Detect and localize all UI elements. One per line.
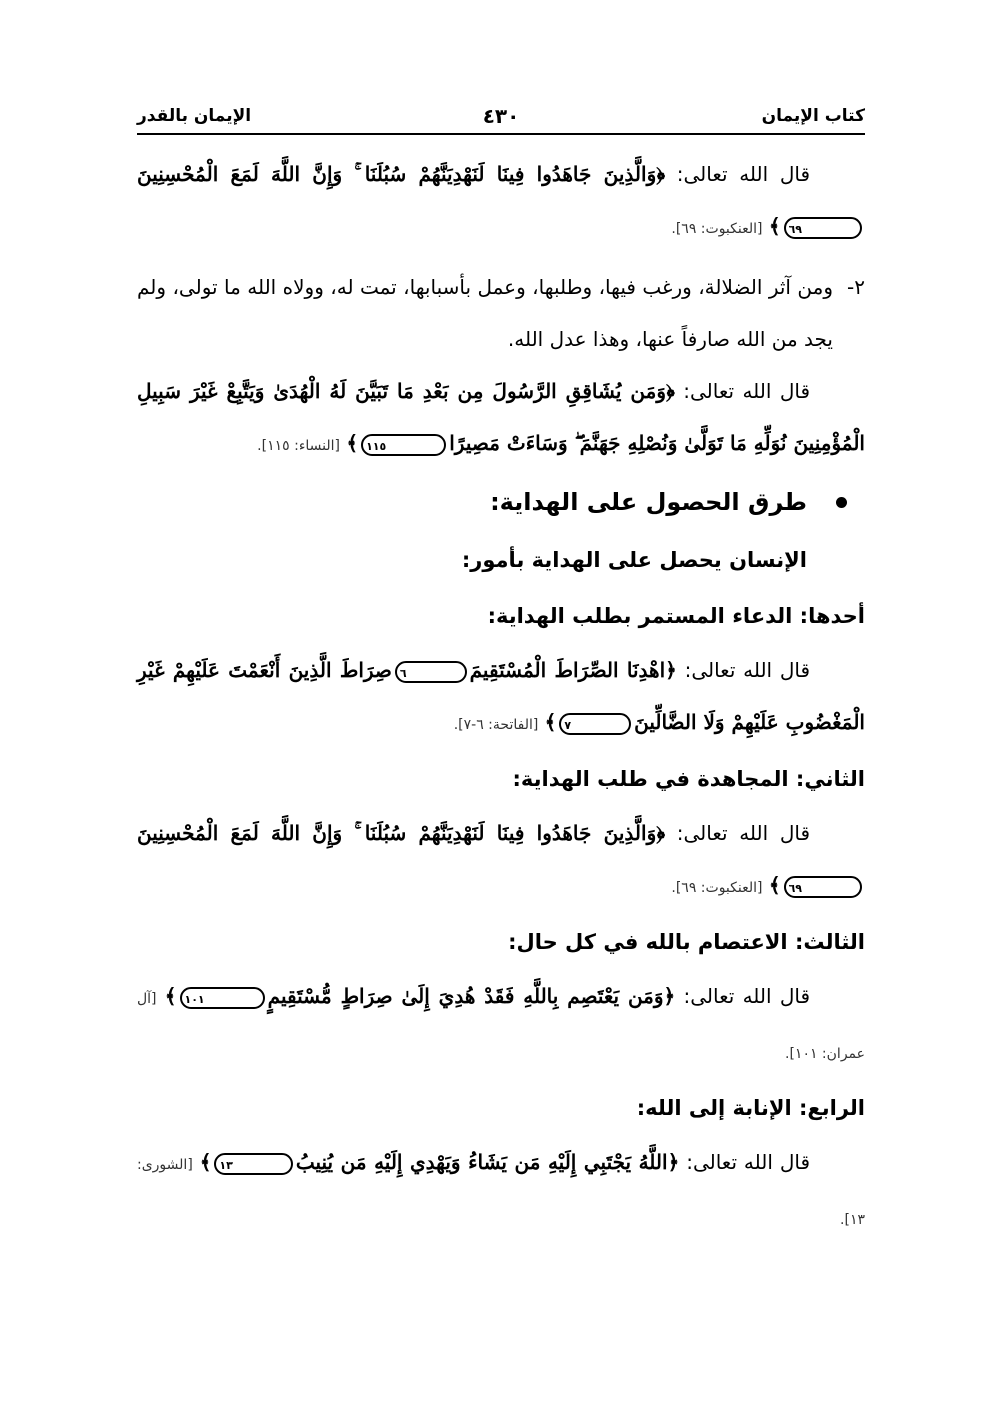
bullet-icon xyxy=(836,497,847,508)
quote-intro: قال الله تعالى: xyxy=(674,379,810,403)
verse-reference: [النساء: ١١٥]. xyxy=(257,438,341,454)
verse-close-bracket: ﴾ xyxy=(199,1150,212,1174)
verse-open-bracket: ﴿ xyxy=(667,1150,680,1174)
verse-reference: [الشورى: ١٣]. xyxy=(137,1157,865,1228)
verse-close-bracket: ﴾ xyxy=(544,710,557,734)
verse-reference: [الفاتحة: ٦-٧]. xyxy=(453,717,539,733)
page-number: ٤٣٠ xyxy=(482,104,520,128)
ayah-number-marker: ٦ xyxy=(395,661,467,683)
section-heading xyxy=(137,472,865,532)
quran-verse: وَالَّذِينَ جَاهَدُوا فِينَا لَنَهْدِيَنَّهُمْ سُبُلَنَا ۚ وَإِنَّ اللَّهَ لَمَعَ الْمُحْسِنِينَ xyxy=(137,821,657,845)
quote-paragraph-ankabut-2 xyxy=(137,807,865,914)
quote-paragraph-shura xyxy=(137,1136,865,1246)
list-item xyxy=(137,261,865,365)
quote-paragraph-nisa xyxy=(137,365,865,472)
ayah-number-marker: ٧ xyxy=(559,713,631,735)
quote-intro: قال الله تعالى: xyxy=(665,162,811,186)
quran-verse: وَمَن يَعْتَصِم بِاللَّهِ فَقَدْ هُدِيَ إِلَىٰ صِرَاطٍ مُّسْتَقِيمٍ xyxy=(267,984,664,1008)
quran-verse: وَالَّذِينَ جَاهَدُوا فِينَا لَنَهْدِيَنَّهُمْ سُبُلَنَا ۚ وَإِنَّ اللَّهَ لَمَعَ الْمُحْسِنِينَ xyxy=(137,162,657,186)
ayah-number-marker: ١٠١ xyxy=(180,987,265,1009)
quran-verse: صِرَاطَ الَّذِينَ أَنْعَمْتَ عَلَيْهِمْ غَيْرِ الْمَغْضُوبِ عَلَيْهِمْ وَلَا الضَّالِّينَ xyxy=(137,658,865,734)
verse-reference: [العنكبوت: ٦٩]. xyxy=(671,880,763,896)
quote-intro: قال الله تعالى: xyxy=(665,821,811,845)
quote-paragraph-ankabut xyxy=(137,148,865,255)
quote-intro: قال الله تعالى: xyxy=(675,984,810,1008)
verse-open-bracket: ﴿ xyxy=(656,162,666,186)
verse-close-bracket: ﴾ xyxy=(768,214,781,238)
verse-open-bracket: ﴿ xyxy=(666,379,675,403)
quran-verse: اللَّهُ يَجْتَبِي إِلَيْهِ مَن يَشَاءُ وَيَهْدِي إِلَيْهِ مَن يُنِيبُ xyxy=(295,1150,668,1174)
verse-open-bracket: ﴿ xyxy=(665,658,677,682)
verse-close-bracket: ﴾ xyxy=(164,984,177,1008)
verse-reference: [آل عمران: ١٠١]. xyxy=(137,991,865,1062)
section-heading-text: طرق الحصول على الهداية: xyxy=(490,488,807,516)
book-title: كتاب الإيمان xyxy=(761,106,865,126)
section-intro: الإنسان يحصل على الهداية بأمور: xyxy=(461,548,807,572)
quote-paragraph-fatiha xyxy=(137,644,865,751)
page-body xyxy=(137,148,865,1246)
quote-intro: قال الله تعالى: xyxy=(676,658,810,682)
quran-verse: وَمَن يُشَاقِقِ الرَّسُولَ مِن بَعْدِ مَا تَبَيَّنَ لَهُ الْهُدَىٰ وَيَتَّبِعْ غَيْرَ سَبِيلِ الْمُؤْمِنِينَ نُوَلِّهِ مَا تَوَلَّىٰ وَنُصْلِهِ جَهَنَّمَ ۖ وَسَاءَتْ مَصِيرًا xyxy=(137,379,865,455)
header-rule xyxy=(137,133,865,135)
subheading-second: الثاني: المجاهدة في طلب الهداية: xyxy=(512,767,865,791)
subheading-third: الثالث: الاعتصام بالله في كل حال: xyxy=(508,930,865,954)
quote-paragraph-imran xyxy=(137,970,865,1080)
quran-verse: اهْدِنَا الصِّرَاطَ الْمُسْتَقِيمَ xyxy=(469,658,666,682)
ayah-number-marker: ٦٩ xyxy=(784,876,862,898)
verse-close-bracket: ﴾ xyxy=(768,873,781,897)
subheading-fourth: الرابع: الإنابة إلى الله: xyxy=(636,1096,865,1120)
verse-open-bracket: ﴿ xyxy=(663,984,676,1008)
quote-intro: قال الله تعالى: xyxy=(679,1150,811,1174)
book-page xyxy=(137,100,865,1350)
verse-close-bracket: ﴾ xyxy=(346,431,359,455)
ayah-number-marker: ١٣ xyxy=(214,1153,292,1175)
subheading-first: أحدها: الدعاء المستمر بطلب الهداية: xyxy=(487,604,865,628)
ayah-number-marker: ١١٥ xyxy=(361,434,446,456)
list-item-number: ٢- xyxy=(847,275,865,299)
chapter-title: الإيمان بالقدر xyxy=(137,106,252,126)
verse-open-bracket: ﴿ xyxy=(656,821,666,845)
verse-reference: [العنكبوت: ٦٩]. xyxy=(671,221,763,237)
list-item-text: ومن آثر الضلالة، ورغب فيها، وطلبها، وعمل بأسبابها، تمت له، وولاه الله ما تولى، ولم يجد من الله صارفاً عنها، وهذا عدل الله. xyxy=(137,275,833,351)
ayah-number-marker: ٦٩ xyxy=(784,217,862,239)
